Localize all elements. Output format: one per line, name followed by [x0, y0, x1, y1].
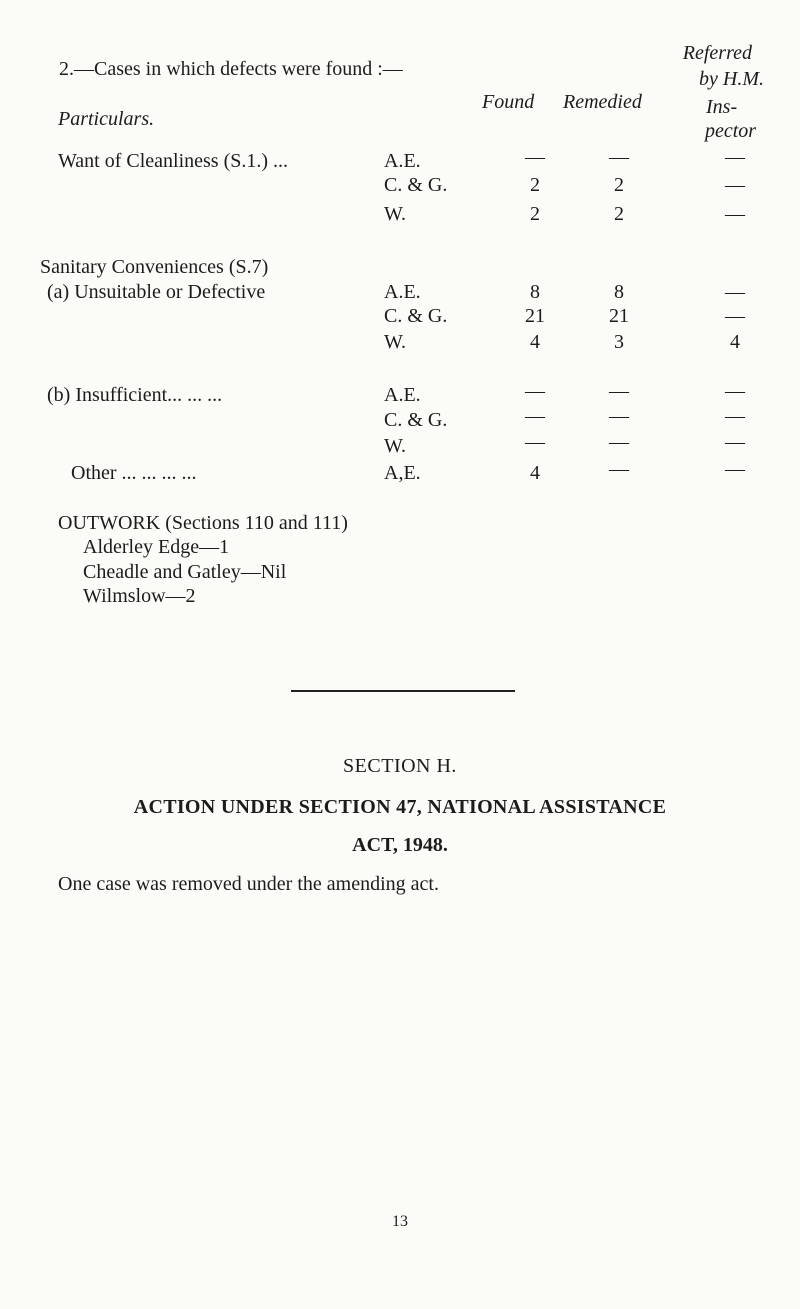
referred-value: —	[725, 405, 745, 427]
remedied-value: —	[609, 380, 629, 402]
remedied-value: 8	[614, 281, 624, 303]
column-header-referred-line4: pector	[705, 120, 757, 142]
outwork-title: OUTWORK (Sections 110 and 111)	[58, 512, 348, 534]
referred-value: —	[725, 146, 745, 168]
referred-value: —	[725, 305, 745, 327]
column-header-particulars: Particulars.	[58, 108, 155, 130]
district-label: A.E.	[384, 384, 421, 406]
subgroup-label: (b) Insufficient... ... ...	[47, 384, 223, 406]
group-label: Other ... ... ... ...	[71, 462, 197, 484]
district-label: W.	[384, 203, 407, 225]
found-value: 2	[530, 174, 540, 196]
district-label: A,E.	[384, 462, 421, 484]
section-divider	[291, 690, 515, 692]
remedied-value: 21	[609, 305, 629, 327]
referred-value: —	[725, 458, 745, 480]
district-label: W.	[384, 331, 407, 353]
outwork-line: Alderley Edge—1	[83, 536, 230, 558]
outwork-line: Cheadle and Gatley—Nil	[83, 561, 287, 583]
referred-value: —	[725, 380, 745, 402]
found-value: —	[525, 380, 545, 402]
section-heading-line1: ACTION UNDER SECTION 47, NATIONAL ASSISTANCE	[133, 796, 667, 818]
remedied-value: 3	[614, 331, 624, 353]
remedied-value: —	[609, 458, 629, 480]
referred-value: —	[725, 203, 745, 225]
page-number: 13	[392, 1213, 408, 1230]
found-value: 4	[530, 462, 540, 484]
referred-value: —	[725, 431, 745, 453]
district-label: C. & G.	[384, 409, 448, 431]
column-header-found: Found	[482, 91, 535, 113]
remedied-value: —	[609, 405, 629, 427]
remedied-value: —	[609, 431, 629, 453]
column-header-remedied: Remedied	[563, 91, 642, 113]
referred-value: —	[725, 281, 745, 303]
remedied-value: —	[609, 146, 629, 168]
district-label: W.	[384, 435, 407, 457]
column-header-referred-line2: by H.M.	[699, 68, 764, 90]
column-header-referred-line1: Referred	[682, 42, 752, 64]
district-label: A.E.	[384, 150, 421, 172]
found-value: —	[525, 405, 545, 427]
found-value: —	[525, 146, 545, 168]
found-value: 2	[530, 203, 540, 225]
remedied-value: 2	[614, 203, 624, 225]
referred-value: 4	[730, 331, 740, 353]
section-heading-line2: ACT, 1948.	[352, 834, 448, 856]
district-label: C. & G.	[384, 305, 448, 327]
section-body: One case was removed under the amending act.	[58, 873, 439, 895]
subgroup-label: (a) Unsuitable or Defective	[47, 281, 266, 303]
district-label: C. & G.	[384, 174, 448, 196]
found-value: 8	[530, 281, 540, 303]
outwork-line: Wilmslow—2	[83, 585, 196, 607]
group-label: Want of Cleanliness (S.1.) ...	[58, 150, 289, 172]
column-header-referred-line3: Ins-	[706, 96, 738, 118]
found-value: 21	[525, 305, 545, 327]
found-value: 4	[530, 331, 540, 353]
referred-value: —	[725, 174, 745, 196]
table-heading: 2.—Cases in which defects were found :—	[59, 58, 403, 80]
district-label: A.E.	[384, 281, 421, 303]
found-value: —	[525, 431, 545, 453]
remedied-value: 2	[614, 174, 624, 196]
section-title: SECTION H.	[343, 755, 457, 777]
group-label: Sanitary Conveniences (S.7)	[40, 256, 269, 278]
